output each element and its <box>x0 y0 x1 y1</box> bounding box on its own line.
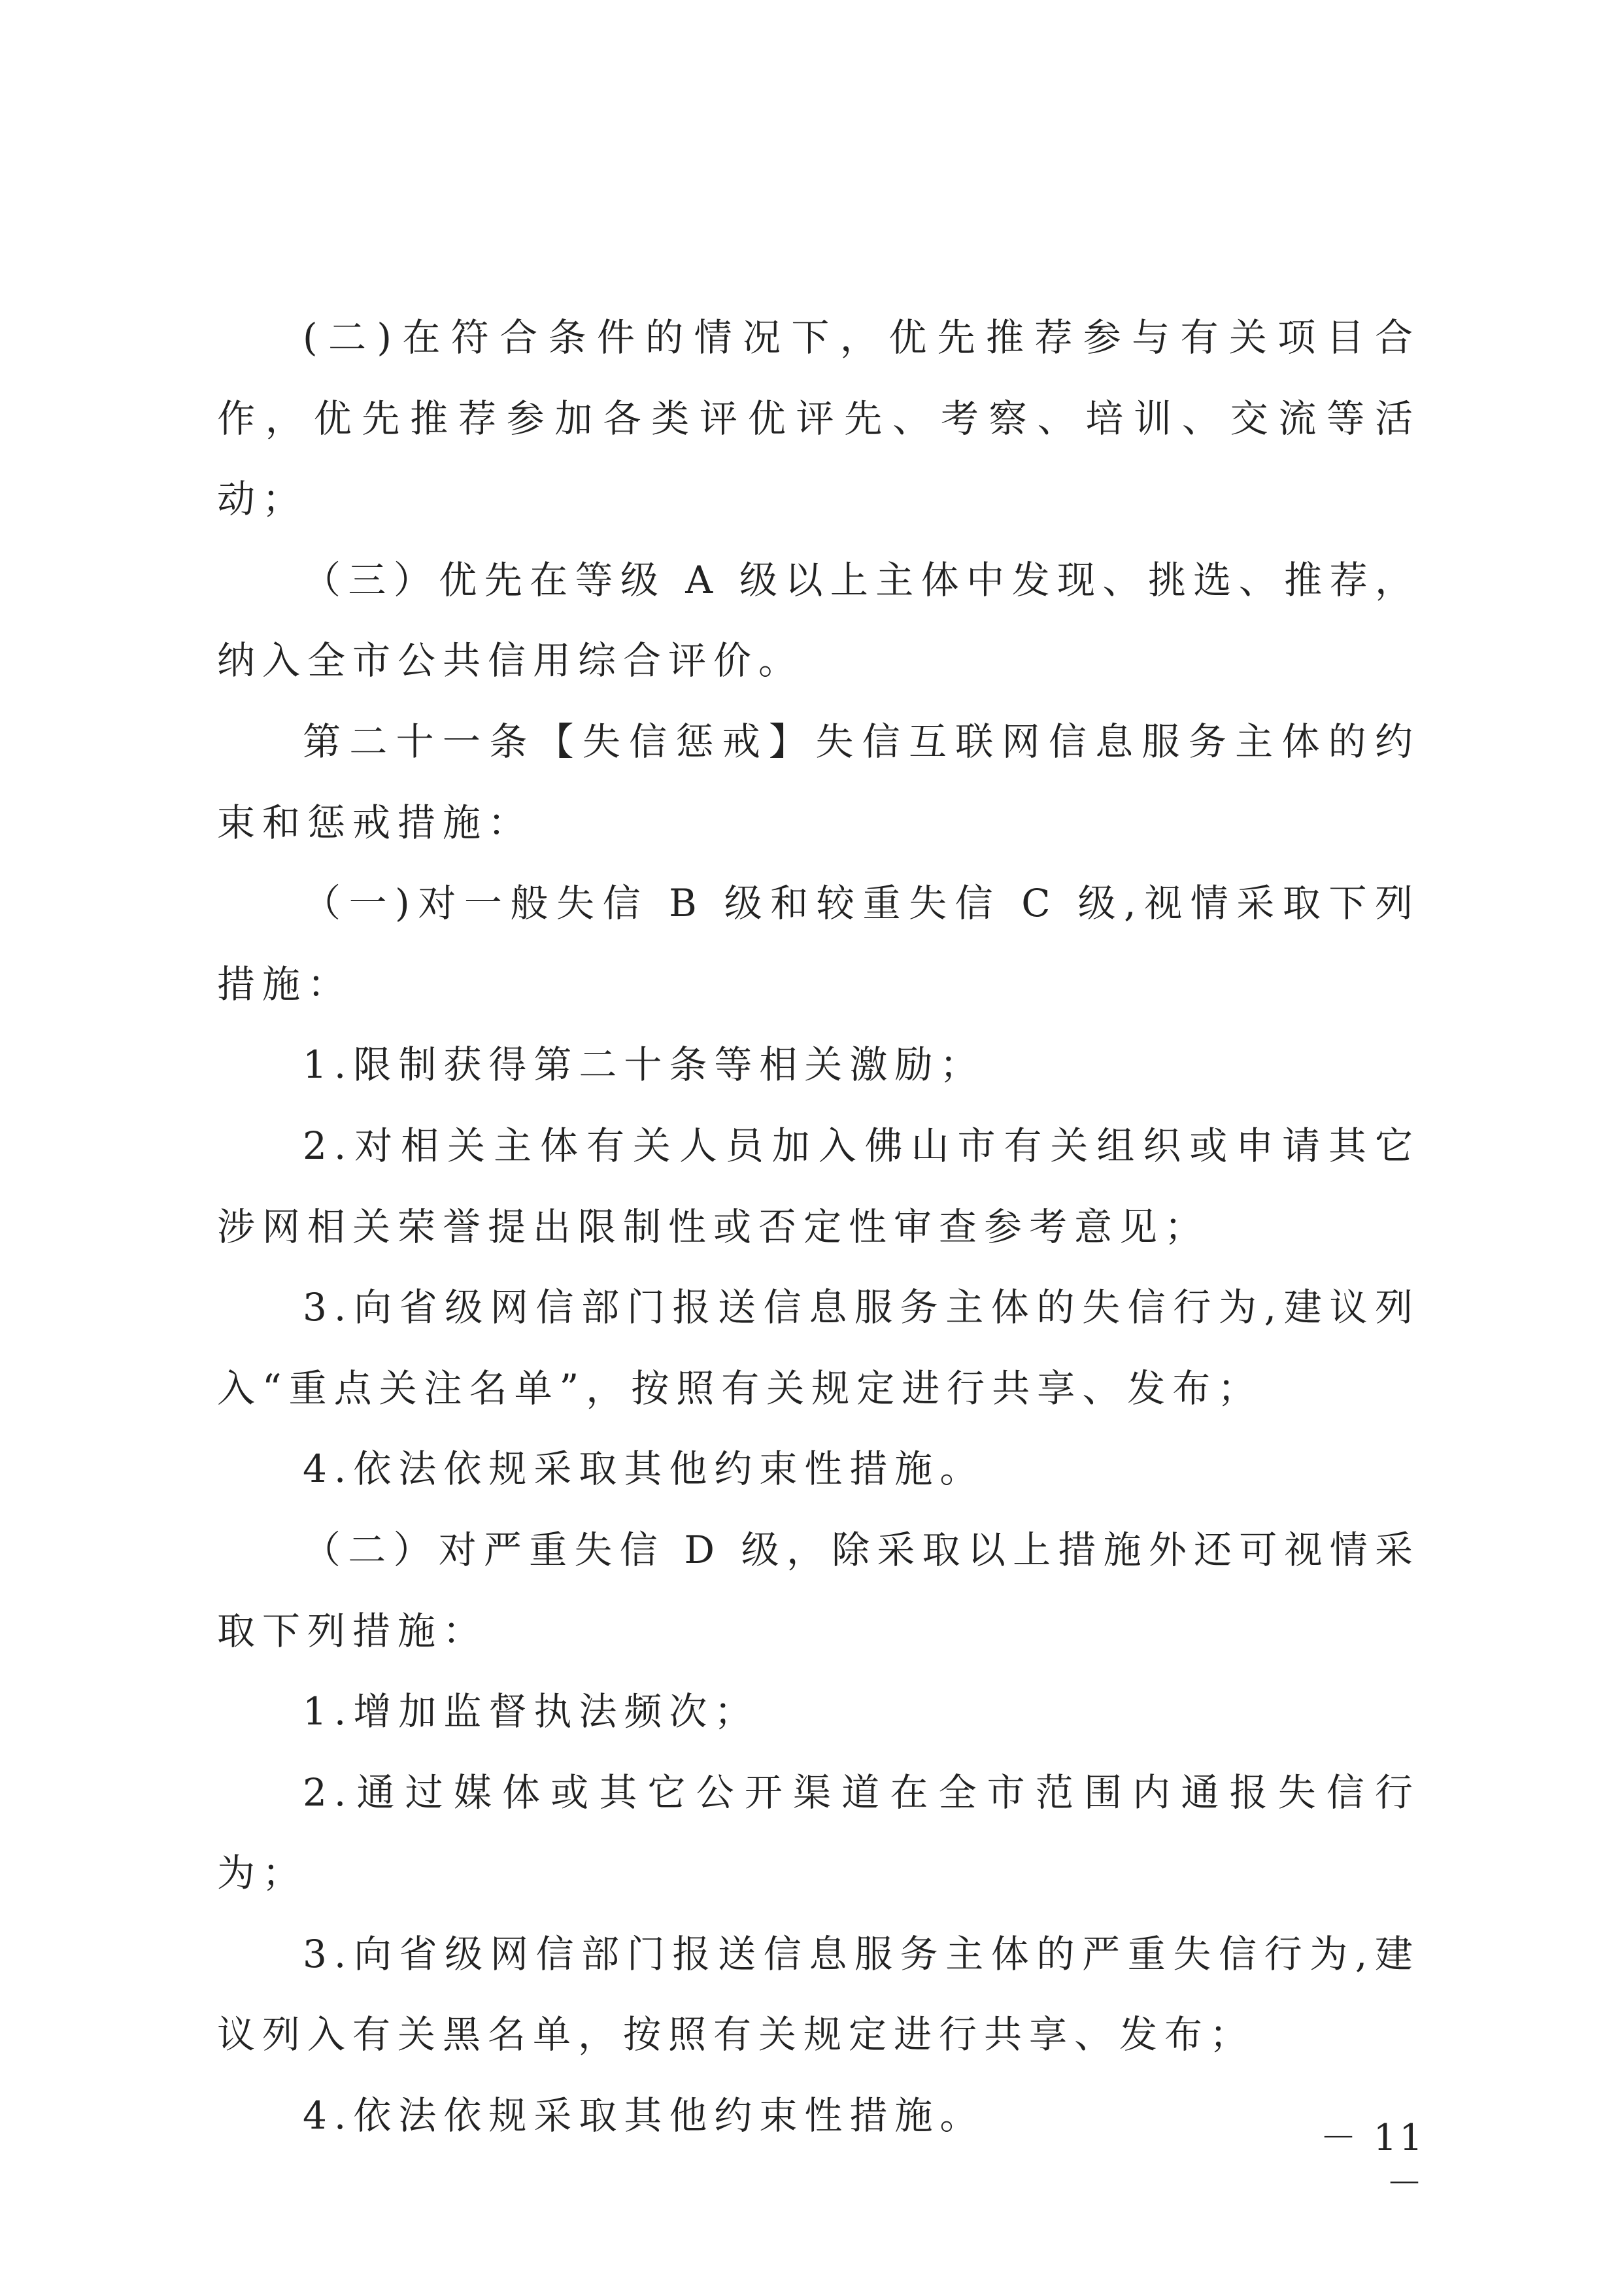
document-body <box>217 298 1420 2157</box>
page-number: － 11 － <box>1319 2117 1425 2205</box>
list-item: 2.对相关主体有关人员加入佛山市有关组织或申请其它涉网相关荣誉提出限制性或否定性审查参考意见； <box>217 1123 1420 1249</box>
list-item: 3.向省级网信部门报送信息服务主体的严重失信行为,建议列入有关黑名单，按照有关规定进行共享、发布； <box>217 1931 1420 2057</box>
paragraph-priority-discovery: （三）优先在等级 A 级以上主体中发现、挑选、推荐，纳入全市公共信用综合评价。 <box>217 557 1420 683</box>
list-item: 4.依法依规采取其他约束性措施。 <box>303 2093 985 2138</box>
paragraph-serious-dishonesty-measures: （二）对严重失信 D 级，除采取以上措施外还可视情采取下列措施： <box>217 1527 1420 1653</box>
list-item: 1.增加监督执法频次； <box>303 1689 760 1734</box>
paragraph-article-21-heading: 第二十一条【失信惩戒】失信互联网信息服务主体的约束和惩戒措施： <box>217 719 1420 845</box>
list-item: 2.通过媒体或其它公开渠道在全市范围内通报失信行为； <box>217 1770 1420 1896</box>
paragraph-priority-recommendation: (二)在符合条件的情况下，优先推荐参与有关项目合作，优先推荐参加各类评优评先、考察、培训、交流等活动； <box>217 315 1420 522</box>
list-item: 1.限制获得第二十条等相关激励； <box>303 1042 985 1088</box>
list-item: 4.依法依规采取其他约束性措施。 <box>303 1447 985 1492</box>
list-item: 3.向省级网信部门报送信息服务主体的失信行为,建议列入“重点关注名单”，按照有关规定进行共享、发布； <box>217 1285 1420 1411</box>
paragraph-general-dishonesty-measures: （一)对一般失信 B 级和较重失信 C 级,视情采取下列措施： <box>217 881 1420 1006</box>
